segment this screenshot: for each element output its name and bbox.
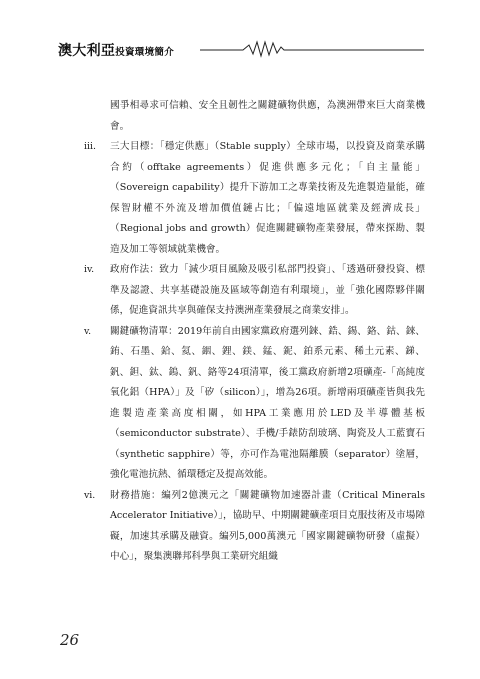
list-item-text: 關鍵礦物清單：2019年前自由國家黨政府選列錸、鋯、錫、鉻、鈷、錸、銪、石墨、鉿、氦、銦、鋰、鎂、錳、鈮、鉑系元素、稀土元素、銻、釩、鉭、鈦、鎢、釩、鉻等24項清單，後工黨政府新增2項礦產-「高純度氧化鋁（HPA）」及「矽（silicon）」，增為26項。新增兩項礦產皆與我先進製造產業高度相關，如HPA工業應用於LED及半導體基板（semiconductor substrate）、手機/手錶防刮玻璃、陶瓷及人工藍寶石（synthetic sapphire）等，亦可作為電池隔離膜（separator）塗層，強化電池抗熱、循環穩定及提高效能。 [110,325,425,480]
list-item-text: 財務措施：編列2億澳元之「關鍵礦物加速器計畫（Critical Minerals Accelerator Initiative）」，協助早、中期關鍵礦產項目克服技術及市場障礙，加速其承購及融資。編列5,000萬澳元「國家關鍵礦物研發（虛擬）中心」，聚集澳聯邦科學與工業研究組織 [110,489,425,562]
intro-paragraph: 國爭相尋求可信賴、安全且韌性之關鍵礦物供應，為澳洲帶來巨大商業機會。 [110,100,425,132]
header-rule-pulse [58,39,424,59]
list-item-vi [84,486,425,568]
list-item-text: 三大目標：「穩定供應」（Stable supply）全球市場，以投資及商業承購合約（offtake agreements）促進供應多元化；「自主量能」（Sovereign capability）提升下游加工之專業技術及先進製造量能，確保智財權不外流及增加價值鏈占比；「偏遠地區就業及經濟成長」（Regional jobs and growth）促進關鍵礦物產業發展，帶來探勘、製造及加工等領域就業機會。 [110,141,425,255]
list-item-v [84,322,425,486]
list-number: vi. [84,489,96,501]
header-title-main: 澳大利亞 [58,43,116,59]
list-number: iv. [84,264,95,275]
list-item-iii [84,137,425,260]
list-item-text: 政府作法：致力「減少項目風險及吸引私部門投資」、「透過研發投資、標準及認證、共享基礎設施及區域等創造有利環境」，並「強化國際夥伴關係，促進資訊共享與確保支持澳洲產業發展之商業安排」。 [110,264,425,316]
page-number: 26 [60,631,80,649]
document-body [84,96,425,568]
header-title-sub: 投資環境簡介 [115,47,175,58]
list-item-iv [84,260,425,322]
list-number: v. [84,325,92,337]
running-header [58,39,424,59]
list-number: iii. [84,141,96,152]
